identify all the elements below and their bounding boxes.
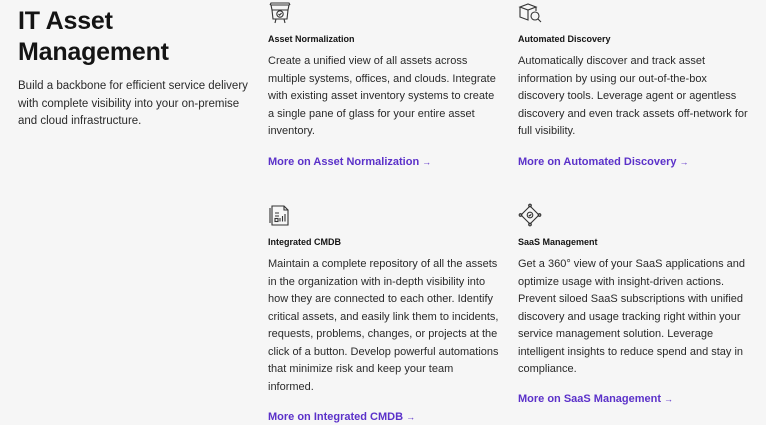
- integrated-cmdb-icon: [268, 203, 292, 227]
- more-integrated-cmdb-link[interactable]: [268, 410, 415, 424]
- card-title: Asset Normalization: [268, 34, 355, 44]
- card-description: Maintain a complete repository of all the assets in the organization with in-depth visibility into how they are connected to each other. Identify critical assets, and easily link them to incidents, requests, problems, changes, or projects at the click of a button. Develop powerful automations that minimize risk and keep your team informed.: [268, 258, 499, 393]
- link-label: More on Automated Discovery: [518, 156, 677, 168]
- card-description: Automatically discover and track asset information by using our out-of-the-box discovery tools. Leverage agent or agentless discovery and even track assets off-network for full visibility.: [518, 55, 748, 137]
- link-label: More on Integrated CMDB: [268, 411, 404, 423]
- link-label: More on SaaS Management: [518, 393, 662, 405]
- arrow-right-icon: →: [679, 157, 689, 167]
- feature-card-automated-discovery: [518, 0, 750, 175]
- card-title: Automated Discovery: [518, 34, 611, 44]
- card-description: Create a unified view of all assets across multiple systems, offices, and clouds. Integrate with existing asset inventory systems to create a single pane of glass for your entire asset inventory.: [268, 55, 496, 137]
- section-title-line1: IT Asset: [18, 7, 113, 35]
- card-title: SaaS Management: [518, 237, 598, 247]
- more-automated-discovery-link[interactable]: [518, 155, 689, 169]
- card-title: Integrated CMDB: [268, 237, 342, 247]
- arrow-right-icon: →: [406, 412, 416, 422]
- intro-block: [18, 6, 258, 131]
- section-title-line2: Management: [18, 38, 169, 66]
- link-label: More on Asset Normalization: [268, 156, 420, 168]
- card-description: Get a 360° view of your SaaS applications and optimize usage with insight-driven actions. Prevent siloed SaaS subscriptions with unified discovery and usage tracking right within your service management solution. Leverage intelligent insights to reduce spend and stay in compliance.: [518, 258, 745, 375]
- asset-normalization-icon: [268, 1, 292, 25]
- automated-discovery-icon: [518, 1, 542, 25]
- feature-card-saas-management: [518, 203, 750, 408]
- arrow-right-icon: →: [664, 394, 674, 404]
- saas-management-icon: [518, 203, 542, 227]
- feature-card-integrated-cmdb: [268, 203, 500, 425]
- more-asset-normalization-link[interactable]: [268, 155, 431, 169]
- section-description: Build a backbone for efficient service delivery with complete visibility into your on-premise and cloud infrastructure.: [18, 80, 248, 127]
- arrow-right-icon: →: [422, 157, 432, 167]
- feature-card-asset-normalization: [268, 0, 500, 175]
- section-title: [18, 6, 258, 68]
- more-saas-management-link[interactable]: [518, 392, 673, 406]
